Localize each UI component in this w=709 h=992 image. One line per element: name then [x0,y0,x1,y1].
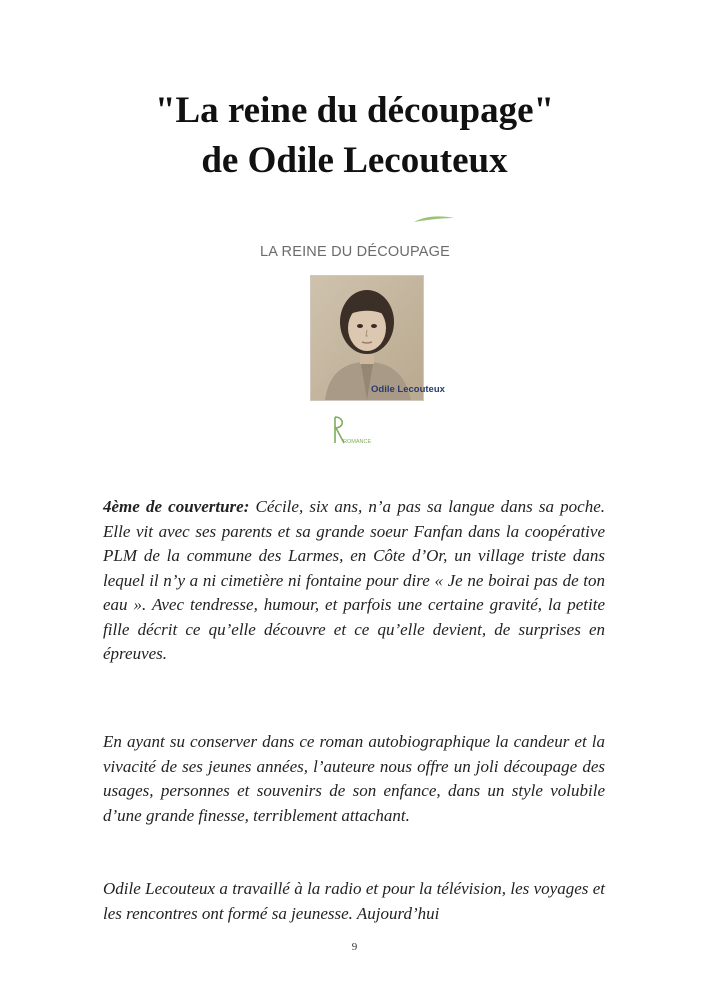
page-title [0,86,709,186]
review-paragraph [103,730,605,828]
back-cover-paragraph [103,495,605,667]
cover-swoosh-decoration [413,214,455,224]
author-paragraph [103,877,605,926]
cover-title: LA REINE DU DÉCOUPAGE [259,244,451,260]
review-text: En ayant su conserver dans ce roman autobiographique la candeur et la vivacité de ses jeunes années, l’auteure nous offre un joli découpage des usages, personnes et souvenirs de son enfance, dans un style volubile d’une grande finesse, terriblement attachant. [103,732,605,825]
back-cover-text: Cécile, six ans, n’a pas sa langue dans sa poche. Elle vit avec ses parents et sa grande soeur Fanfan dans la coopérative PLM de la commune des Larmes, en Côte d’Or, un village triste dans lequel il n’y a ni cimetière ni fontaine pour dire « Je ne boirai pas de ton eau ». Avec tendresse, humour, et parfois une certaine gravité, la petite fille décrit ce qu’elle découvre et ce qu’elle devient, de surprises en épreuves. [103,497,606,663]
cover-author: Odile Lecouteux [371,384,445,395]
cover-photo-girl [310,275,424,401]
publisher-logo [328,413,388,447]
title-line-1: "La reine du découpage" [154,90,555,131]
back-cover-label: 4ème de couverture: [103,497,250,516]
publisher-logo-text: ROMANCE [343,439,372,445]
title-line-2: de Odile Lecouteux [201,140,508,181]
book-cover-image [250,208,460,453]
page-number: 9 [351,941,358,953]
author-text: Odile Lecouteux a travaillé à la radio et pour la télévision, les voyages et les rencontres ont formé sa jeunesse. Aujourd’hui [103,879,605,923]
